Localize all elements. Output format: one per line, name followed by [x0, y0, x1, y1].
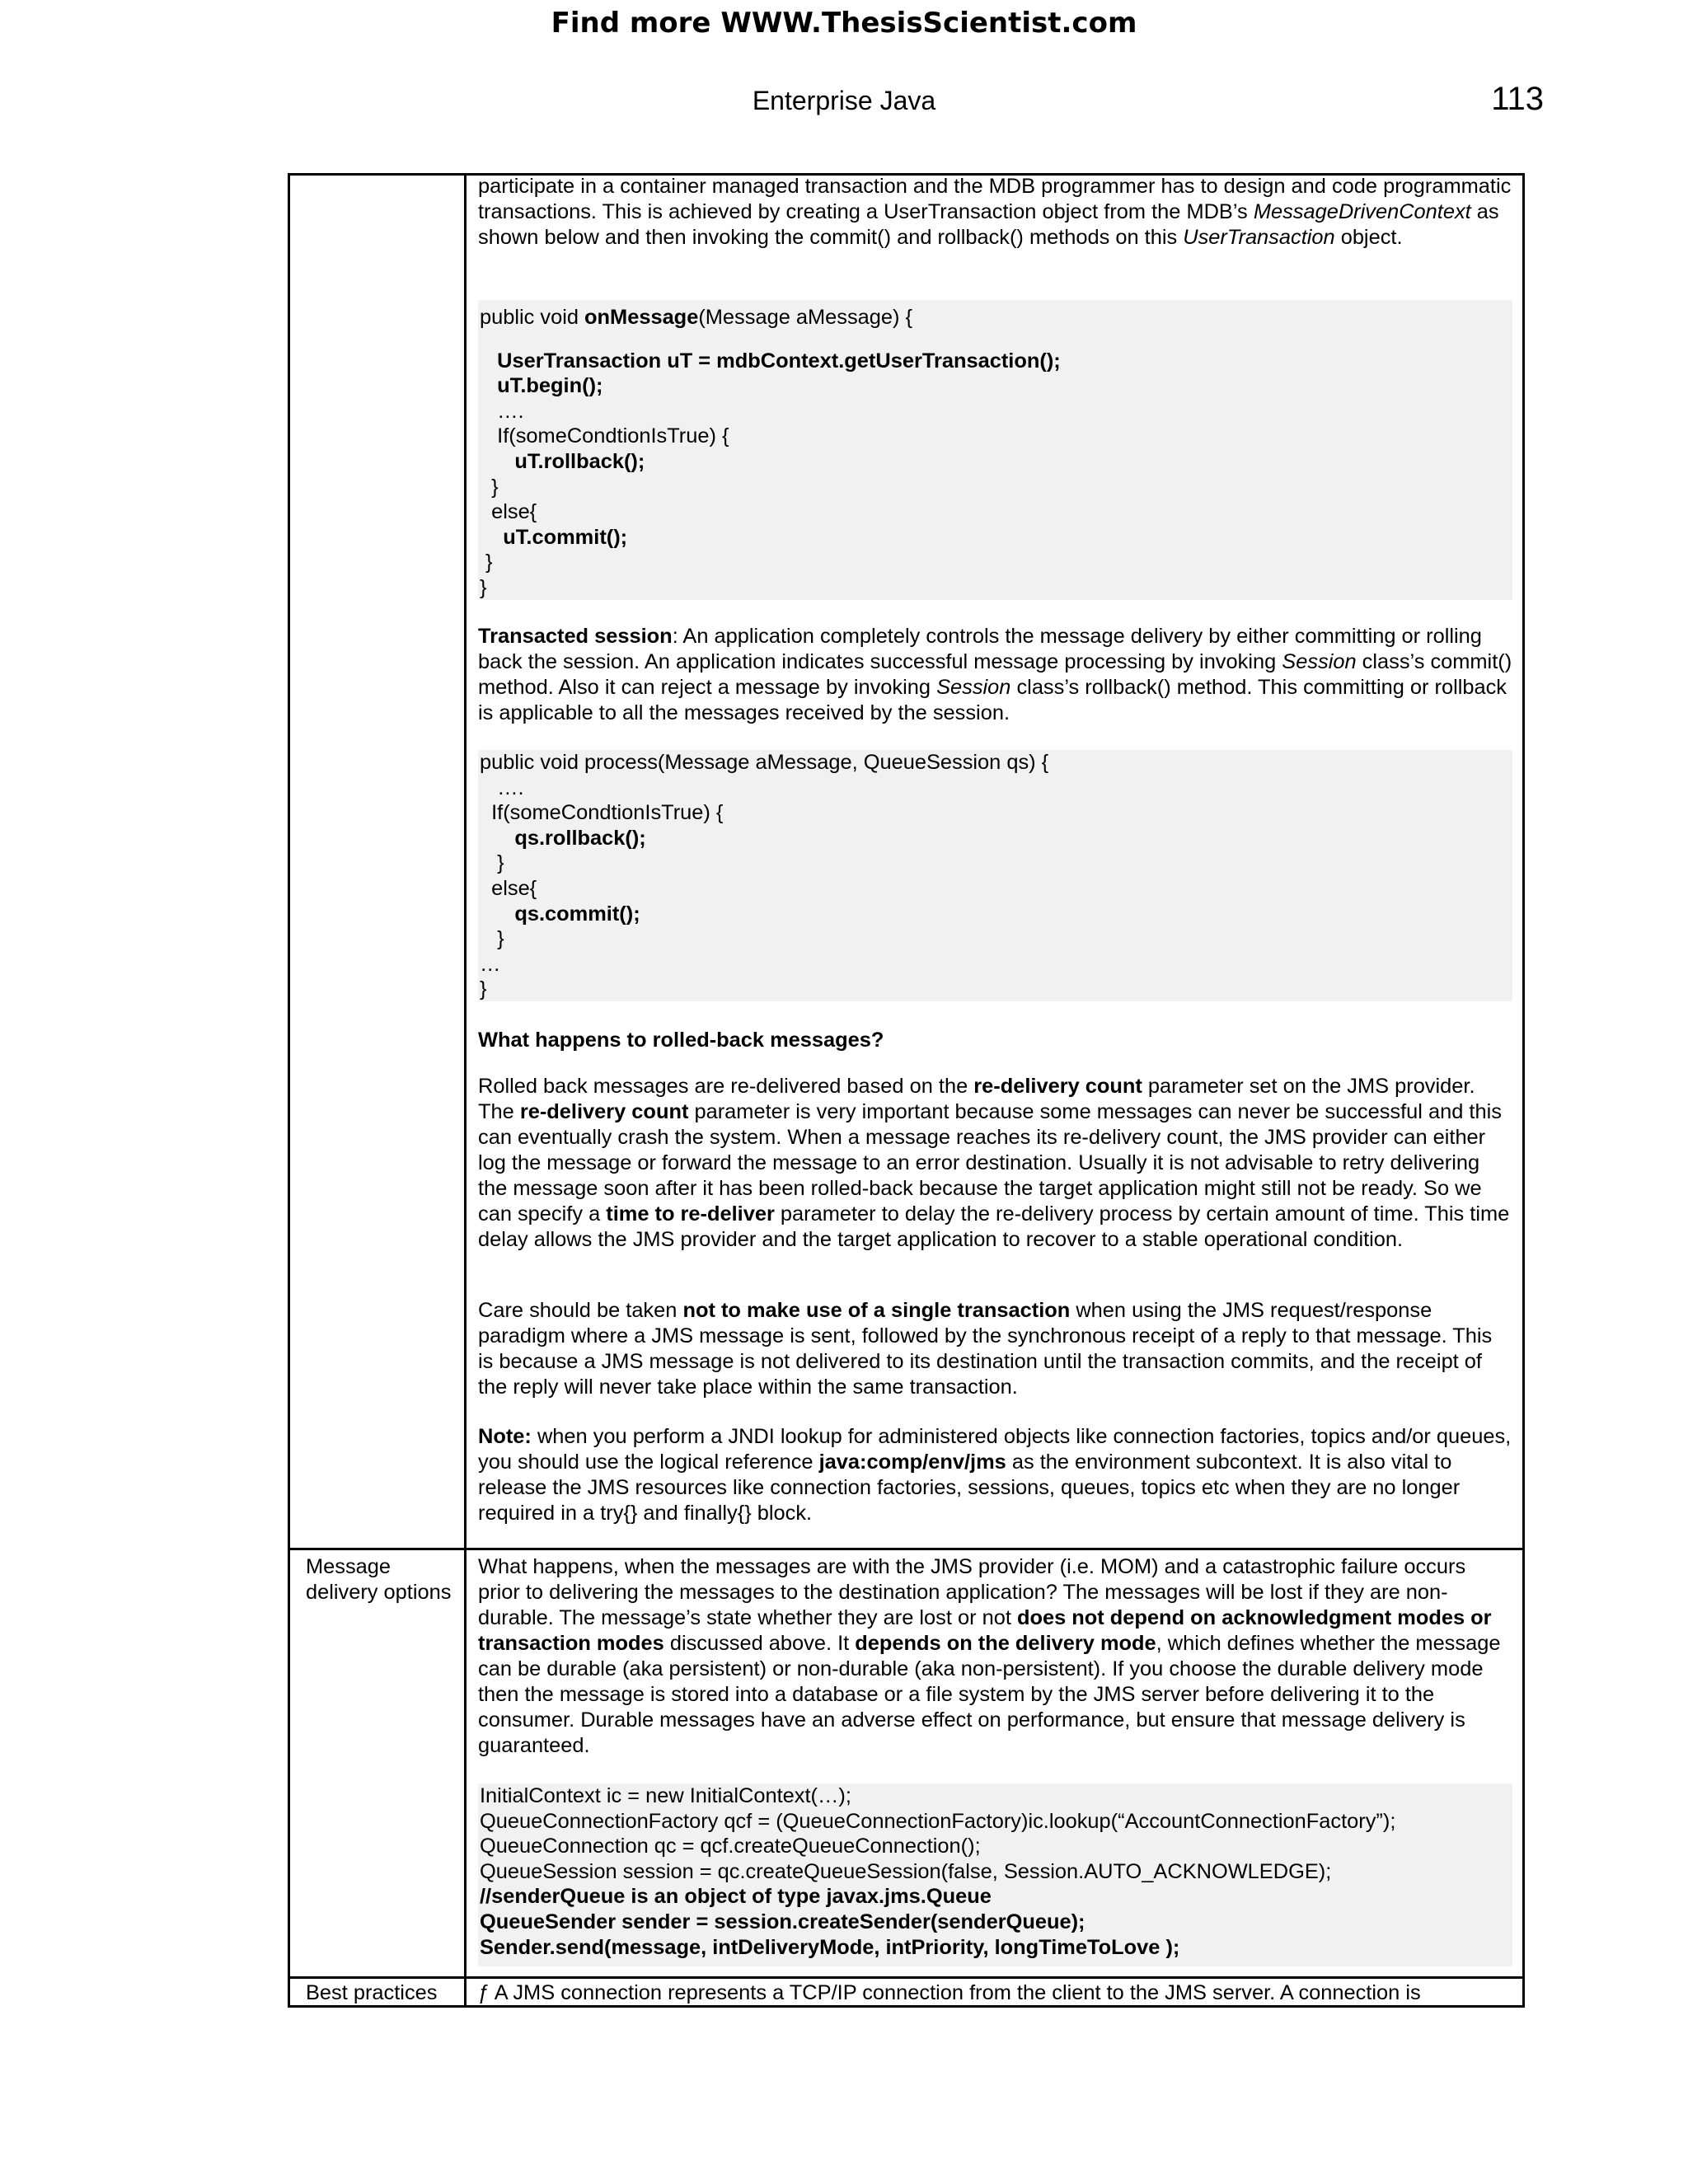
page-number: 113	[1491, 81, 1544, 117]
delivery-options-paragraph: What happens, when the messages are with the JMS provider (i.e. MOM) and a catastrophic failure occurs prior to delivering the messages to the destination application? The messages will be lost if they are non-durable. The message’s state whether they are lost or not does not depend on acknowledgment modes or transaction modes discussed above. It depends on the delivery mode, which defines whether the message can be durable (aka persistent) or non-durable (aka non-persistent). If you choose the durable delivery mode then the message is stored into a database or a file system by the JMS server before delivering it to the consumer. Durable messages have an adverse effect on performance, but ensure that message delivery is guaranteed.	[478, 1555, 1501, 1757]
row-label-message-delivery: Message delivery options	[306, 1555, 452, 1604]
best-practices-item: ƒ A JMS connection represents a TCP/IP connection from the client to the JMS server. A connection is	[478, 1981, 1421, 2004]
running-head: Enterprise Java	[752, 86, 936, 115]
intro-paragraph: participate in a container managed transaction and the MDB programmer has to design and code programmatic transactions. This is achieved by creating a UserTransaction object from the MDB’s MessageDrivenContext as shown below and then invoking the commit() and rollback() methods on this UserTransaction object.	[478, 175, 1512, 249]
row-label-best-practices: Best practices	[306, 1981, 438, 2004]
bullet-icon: ƒ	[478, 1981, 490, 2004]
column-divider	[464, 173, 467, 2008]
care-paragraph: Care should be taken not to make use of a single transaction when using the JMS request/response paradigm where a JMS message is sent, followed by the synchronous receipt of a reply to that message. This is because a JMS message is not delivered to its destination until the transaction commits, and the receipt of the reply will never take place within the same transaction.	[478, 1299, 1493, 1399]
row-divider-1	[288, 1548, 1525, 1550]
code-block-queue-sender: InitialContext ic = new InitialContext(…); QueueConnectionFactory qcf = (QueueConnectionFactory)ic.lookup(“AccountConnectionFactory”); QueueConnection qc = qcf.createQueueConnection(); QueueSession session = qc.createQueueSession(false, Session.AUTO_ACKNOWLEDGE); //senderQueue is an object of type javax.jms.Queue QueueSender sender = session.createSender(senderQueue); Sender.send(message, intDeliveryMode, intPriority, longTimeToLove );	[478, 1783, 1512, 1966]
code-block-process: public void process(Message aMessage, QueueSession qs) { …. If(someCondtionIsTrue) { qs.rollback(); } else{ qs.commit(); } … }	[478, 750, 1512, 1001]
site-banner: Find more WWW.ThesisScientist.com	[551, 7, 1137, 40]
transacted-session-paragraph: Transacted session: An application completely controls the message delivery by either committing or rolling back the session. An application indicates successful message processing by invoking Session class’s commit() method. Also it can reject a message by invoking Session class’s rollback() method. This committing or rollback is applicable to all the messages received by the session.	[478, 625, 1512, 724]
note-paragraph: Note: when you perform a JNDI lookup for administered objects like connection factories, topics and/or queues, you should use the logical reference java:comp/env/jms as the environment subcontext. It is also vital to release the JMS resources like connection factories, sessions, queues, topics etc when they are no longer required in a try{} and finally{} block.	[478, 1425, 1512, 1525]
code-block-onmessage: public void onMessage(Message aMessage) { UserTransaction uT = mdbContext.getUserTransaction(); uT.begin(); …. If(someCondtionIsTrue) { uT.rollback(); } else{ uT.commit(); } }	[478, 300, 1512, 600]
rolled-back-paragraph: Rolled back messages are re-delivered based on the re-delivery count parameter set on the JMS provider. The re-delivery count parameter is very important because some messages can never be successful and this can eventually crash the system. When a message reaches its re-delivery count, the JMS provider can either log the message or forward the message to an error destination. Usually it is not advisable to retry delivering the message soon after it has been rolled-back because the target application might still not be ready. So we can specify a time to re-deliver parameter to delay the re-delivery process by certain amount of time. This time delay allows the JMS provider and the target application to recover to a stable operational condition.	[478, 1075, 1510, 1251]
row-divider-2	[288, 1976, 1525, 1979]
rolled-back-heading: What happens to rolled-back messages?	[478, 1029, 884, 1052]
